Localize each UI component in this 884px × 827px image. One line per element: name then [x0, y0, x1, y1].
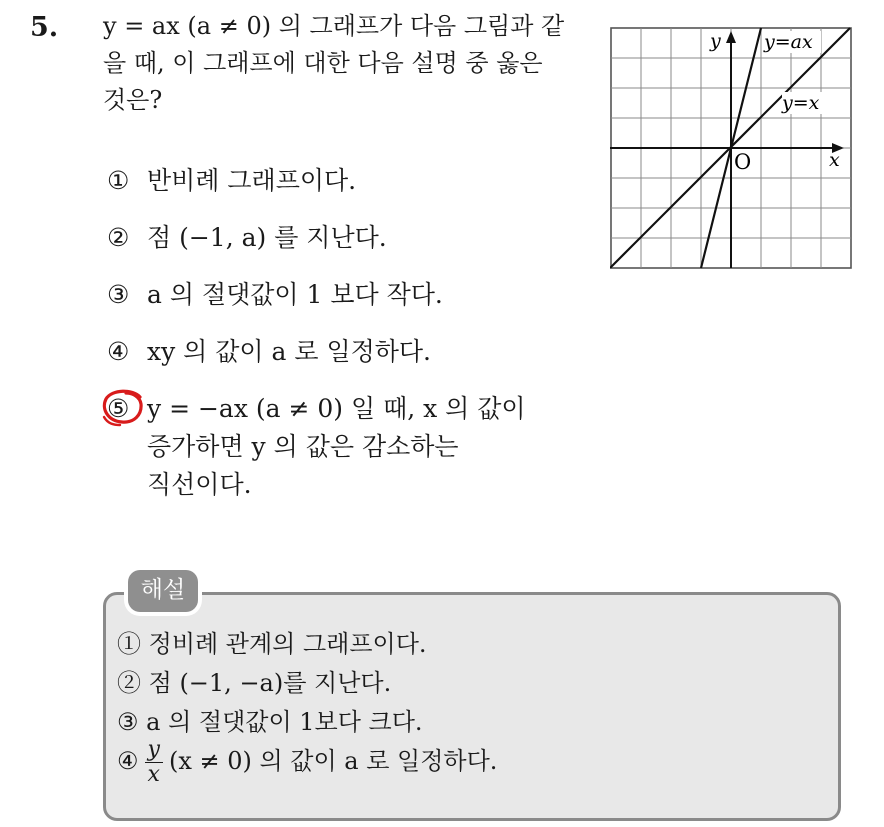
coordinate-graph [610, 27, 852, 269]
x-axis-label: x [829, 149, 840, 171]
solution-label: 해설 [128, 570, 198, 612]
choice-3[interactable] [107, 276, 443, 314]
choice-4-text: xy 의 값이 a 로 일정하다. [147, 337, 432, 366]
fraction-numerator: y [145, 738, 163, 763]
y-axis-label: y [710, 30, 721, 52]
choice-2-text: 점 (−1, a) 를 지난다. [147, 223, 387, 252]
choice-5-text-line-3: 직선이다. [147, 470, 252, 499]
solution-line-1: ① 정비례 관계의 그래프이다. [117, 630, 427, 658]
choice-5-text-line-1: y = −ax (a ≠ 0) 일 때, x 의 값이 [147, 394, 526, 423]
choice-2-marker: ② [107, 223, 130, 252]
choice-5-marker: ⑤ [107, 394, 130, 423]
fraction-y-over-x [145, 738, 163, 787]
solution-line-4-text: (x ≠ 0) 의 값이 a 로 일정하다. [168, 747, 498, 775]
choice-1[interactable] [107, 162, 356, 200]
label-line-ax: y=ax [764, 31, 813, 53]
fraction-denominator: x [147, 762, 160, 787]
answer-circle-mark [100, 387, 146, 427]
choice-5-text-line-2: 증가하면 y 의 값은 감소하는 [147, 432, 459, 461]
stem-line-1: y = ax (a ≠ 0) 의 그래프가 다음 그림과 같 [103, 12, 565, 40]
origin-label: O [734, 150, 752, 174]
question-number: 5. [30, 12, 59, 43]
question-stem [103, 8, 593, 119]
choice-3-marker: ③ [107, 280, 130, 309]
stem-line-2: 을 때, 이 그래프에 대한 다음 설명 중 옳은 [103, 49, 543, 77]
choice-4[interactable] [107, 333, 431, 371]
solution-line-4 [117, 738, 497, 787]
choice-5[interactable] [107, 390, 527, 504]
solution-line-4-marker: ④ [117, 747, 139, 775]
stem-line-3: 것은? [103, 86, 163, 114]
choice-1-marker: ① [107, 166, 130, 195]
choice-3-text: a 의 절댓값이 1 보다 작다. [147, 280, 443, 309]
solution-line-3: ③ a 의 절댓값이 1보다 크다. [117, 708, 423, 736]
label-line-x: y=x [782, 92, 820, 114]
solution-line-2: ② 점 (−1, −a)를 지난다. [117, 669, 392, 697]
choice-2[interactable] [107, 219, 387, 257]
choice-4-marker: ④ [107, 337, 130, 366]
choice-1-text: 반비례 그래프이다. [147, 166, 357, 195]
